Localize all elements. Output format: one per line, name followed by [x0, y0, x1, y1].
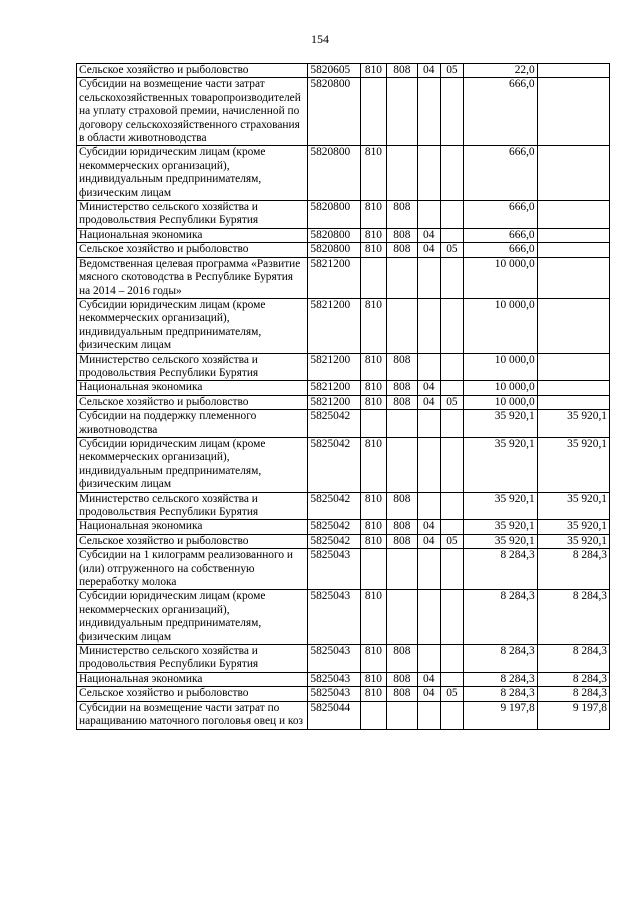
row-amount-2-cell [537, 395, 609, 409]
row-name-cell: Национальная экономика [77, 381, 308, 395]
row-ministry-cell: 810 [361, 298, 387, 353]
row-name-cell: Национальная экономика [77, 228, 308, 242]
row-department-cell [386, 257, 417, 298]
row-code-cell: 5820800 [308, 228, 361, 242]
row-department-cell: 808 [386, 381, 417, 395]
row-subsection-cell [440, 353, 464, 381]
table-row [77, 381, 610, 395]
row-amount-2-cell [537, 257, 609, 298]
row-department-cell: 808 [386, 492, 417, 520]
row-subsection-cell [440, 146, 464, 201]
row-name-cell: Субсидии на 1 килограмм реализованного и (или) отгруженного на собственную переработку молока [77, 549, 308, 590]
row-code-cell: 5820605 [308, 64, 361, 78]
row-ministry-cell: 810 [361, 437, 387, 492]
row-amount-2-cell: 35 920,1 [537, 534, 609, 548]
row-amount-1-cell: 8 284,3 [464, 549, 537, 590]
row-section-cell [417, 590, 440, 645]
row-subsection-cell [440, 78, 464, 146]
table-row [77, 687, 610, 701]
row-subsection-cell [440, 228, 464, 242]
row-code-cell: 5820800 [308, 146, 361, 201]
row-department-cell [386, 549, 417, 590]
row-ministry-cell: 810 [361, 534, 387, 548]
table-row [77, 437, 610, 492]
table-row [77, 353, 610, 381]
row-subsection-cell: 05 [440, 243, 464, 257]
row-code-cell: 5820800 [308, 78, 361, 146]
row-amount-1-cell: 666,0 [464, 201, 537, 229]
row-subsection-cell: 05 [440, 534, 464, 548]
row-section-cell [417, 353, 440, 381]
row-section-cell [417, 298, 440, 353]
row-code-cell: 5825044 [308, 701, 361, 729]
row-amount-2-cell: 8 284,3 [537, 549, 609, 590]
row-name-cell: Национальная экономика [77, 672, 308, 686]
row-amount-2-cell [537, 78, 609, 146]
row-subsection-cell: 05 [440, 64, 464, 78]
table-row [77, 201, 610, 229]
row-amount-1-cell: 10 000,0 [464, 298, 537, 353]
row-section-cell: 04 [417, 228, 440, 242]
row-section-cell [417, 78, 440, 146]
row-code-cell: 5821200 [308, 381, 361, 395]
budget-table-body [77, 64, 610, 730]
row-department-cell [386, 437, 417, 492]
row-department-cell: 808 [386, 395, 417, 409]
row-amount-2-cell [537, 64, 609, 78]
row-amount-1-cell: 8 284,3 [464, 590, 537, 645]
row-amount-1-cell: 35 920,1 [464, 437, 537, 492]
row-department-cell: 808 [386, 520, 417, 534]
row-department-cell: 808 [386, 687, 417, 701]
row-code-cell: 5820800 [308, 243, 361, 257]
row-section-cell [417, 437, 440, 492]
row-code-cell: 5825042 [308, 410, 361, 438]
row-code-cell: 5825043 [308, 687, 361, 701]
row-section-cell [417, 645, 440, 673]
row-code-cell: 5821200 [308, 298, 361, 353]
row-amount-1-cell: 666,0 [464, 78, 537, 146]
row-ministry-cell [361, 549, 387, 590]
table-row [77, 590, 610, 645]
table-row [77, 520, 610, 534]
row-section-cell: 04 [417, 672, 440, 686]
table-row [77, 64, 610, 78]
row-amount-1-cell: 666,0 [464, 243, 537, 257]
row-name-cell: Сельское хозяйство и рыболовство [77, 64, 308, 78]
row-code-cell: 5821200 [308, 257, 361, 298]
row-name-cell: Сельское хозяйство и рыболовство [77, 395, 308, 409]
row-subsection-cell [440, 520, 464, 534]
row-name-cell: Субсидии юридическим лицам (кроме некоммерческих организаций), индивидуальным предпринимателям, физическим лицам [77, 437, 308, 492]
row-subsection-cell [440, 672, 464, 686]
row-section-cell [417, 146, 440, 201]
row-subsection-cell [440, 257, 464, 298]
row-ministry-cell: 810 [361, 672, 387, 686]
row-subsection-cell [440, 410, 464, 438]
row-section-cell: 04 [417, 395, 440, 409]
table-row [77, 298, 610, 353]
row-amount-2-cell: 35 920,1 [537, 520, 609, 534]
row-subsection-cell [440, 492, 464, 520]
row-subsection-cell [440, 298, 464, 353]
row-subsection-cell [440, 645, 464, 673]
page-number: 154 [311, 32, 329, 46]
row-department-cell: 808 [386, 228, 417, 242]
row-amount-1-cell: 10 000,0 [464, 257, 537, 298]
row-amount-2-cell [537, 146, 609, 201]
row-amount-2-cell [537, 228, 609, 242]
row-code-cell: 5825042 [308, 520, 361, 534]
table-row [77, 243, 610, 257]
row-amount-2-cell [537, 298, 609, 353]
row-ministry-cell: 810 [361, 201, 387, 229]
row-section-cell [417, 201, 440, 229]
row-ministry-cell: 810 [361, 243, 387, 257]
row-ministry-cell: 810 [361, 64, 387, 78]
table-row [77, 78, 610, 146]
row-amount-2-cell: 35 920,1 [537, 410, 609, 438]
table-row [77, 549, 610, 590]
row-name-cell: Министерство сельского хозяйства и продовольствия Республики Бурятия [77, 201, 308, 229]
row-section-cell [417, 492, 440, 520]
row-section-cell: 04 [417, 534, 440, 548]
row-department-cell [386, 298, 417, 353]
row-ministry-cell: 810 [361, 381, 387, 395]
row-name-cell: Сельское хозяйство и рыболовство [77, 534, 308, 548]
row-amount-2-cell: 35 920,1 [537, 492, 609, 520]
row-amount-2-cell [537, 381, 609, 395]
row-department-cell: 808 [386, 243, 417, 257]
row-section-cell: 04 [417, 520, 440, 534]
row-department-cell: 808 [386, 645, 417, 673]
row-code-cell: 5821200 [308, 395, 361, 409]
row-name-cell: Министерство сельского хозяйства и продовольствия Республики Бурятия [77, 492, 308, 520]
row-ministry-cell [361, 78, 387, 146]
table-row [77, 146, 610, 201]
row-name-cell: Ведомственная целевая программа «Развитие мясного скотоводства в Республике Бурятия на 2014 – 2016 годы» [77, 257, 308, 298]
row-code-cell: 5825042 [308, 534, 361, 548]
row-name-cell: Субсидии юридическим лицам (кроме некоммерческих организаций), индивидуальным предпринимателям, физическим лицам [77, 590, 308, 645]
row-name-cell: Субсидии на возмещение части затрат по наращиванию маточного поголовья овец и коз [77, 701, 308, 729]
table-row [77, 395, 610, 409]
row-name-cell: Субсидии юридическим лицам (кроме некоммерческих организаций), индивидуальным предпринимателям, физическим лицам [77, 298, 308, 353]
row-section-cell [417, 257, 440, 298]
row-amount-2-cell: 35 920,1 [537, 437, 609, 492]
row-section-cell: 04 [417, 243, 440, 257]
row-subsection-cell [440, 549, 464, 590]
row-ministry-cell: 810 [361, 590, 387, 645]
table-row [77, 701, 610, 729]
row-amount-2-cell: 8 284,3 [537, 590, 609, 645]
row-ministry-cell [361, 257, 387, 298]
row-amount-2-cell [537, 201, 609, 229]
row-department-cell: 808 [386, 353, 417, 381]
row-department-cell: 808 [386, 201, 417, 229]
row-code-cell: 5825043 [308, 590, 361, 645]
row-department-cell: 808 [386, 534, 417, 548]
row-ministry-cell: 810 [361, 228, 387, 242]
row-section-cell: 04 [417, 381, 440, 395]
row-amount-2-cell [537, 243, 609, 257]
row-amount-1-cell: 666,0 [464, 228, 537, 242]
row-name-cell: Министерство сельского хозяйства и продовольствия Республики Бурятия [77, 645, 308, 673]
row-amount-2-cell: 8 284,3 [537, 687, 609, 701]
row-code-cell: 5825043 [308, 549, 361, 590]
row-ministry-cell: 810 [361, 492, 387, 520]
row-section-cell [417, 410, 440, 438]
row-code-cell: 5825042 [308, 437, 361, 492]
row-department-cell [386, 590, 417, 645]
row-ministry-cell: 810 [361, 687, 387, 701]
row-amount-2-cell: 8 284,3 [537, 645, 609, 673]
row-amount-2-cell [537, 353, 609, 381]
row-amount-2-cell: 9 197,8 [537, 701, 609, 729]
row-code-cell: 5825043 [308, 645, 361, 673]
row-amount-1-cell: 22,0 [464, 64, 537, 78]
row-amount-1-cell: 8 284,3 [464, 672, 537, 686]
row-code-cell: 5825042 [308, 492, 361, 520]
row-amount-1-cell: 10 000,0 [464, 381, 537, 395]
row-subsection-cell: 05 [440, 687, 464, 701]
row-amount-1-cell: 35 920,1 [464, 520, 537, 534]
row-ministry-cell [361, 410, 387, 438]
table-row [77, 257, 610, 298]
row-department-cell [386, 78, 417, 146]
row-name-cell: Сельское хозяйство и рыболовство [77, 243, 308, 257]
row-name-cell: Сельское хозяйство и рыболовство [77, 687, 308, 701]
row-code-cell: 5821200 [308, 353, 361, 381]
row-ministry-cell: 810 [361, 146, 387, 201]
row-department-cell [386, 701, 417, 729]
row-amount-1-cell: 8 284,3 [464, 645, 537, 673]
row-amount-1-cell: 10 000,0 [464, 353, 537, 381]
row-ministry-cell: 810 [361, 353, 387, 381]
row-amount-1-cell: 9 197,8 [464, 701, 537, 729]
table-row [77, 645, 610, 673]
table-row [77, 492, 610, 520]
row-amount-2-cell: 8 284,3 [537, 672, 609, 686]
row-name-cell: Субсидии на возмещение части затрат сельскохозяйственных товаропроизводителей на уплату страховой премии, начисленной по договору сельскохозяйственного страхования в области животноводства [77, 78, 308, 146]
row-name-cell: Субсидии юридическим лицам (кроме некоммерческих организаций), индивидуальным предпринимателям, физическим лицам [77, 146, 308, 201]
row-code-cell: 5825043 [308, 672, 361, 686]
row-amount-1-cell: 35 920,1 [464, 492, 537, 520]
row-section-cell: 04 [417, 64, 440, 78]
row-name-cell: Национальная экономика [77, 520, 308, 534]
row-department-cell: 808 [386, 64, 417, 78]
row-department-cell [386, 146, 417, 201]
row-amount-1-cell: 35 920,1 [464, 534, 537, 548]
row-code-cell: 5820800 [308, 201, 361, 229]
row-subsection-cell [440, 437, 464, 492]
table-row [77, 534, 610, 548]
table-row [77, 672, 610, 686]
table-row [77, 410, 610, 438]
table-row [77, 228, 610, 242]
row-amount-1-cell: 8 284,3 [464, 687, 537, 701]
row-name-cell: Субсидии на поддержку племенного животноводства [77, 410, 308, 438]
row-subsection-cell: 05 [440, 395, 464, 409]
row-ministry-cell: 810 [361, 395, 387, 409]
row-department-cell: 808 [386, 672, 417, 686]
row-department-cell [386, 410, 417, 438]
row-amount-1-cell: 35 920,1 [464, 410, 537, 438]
row-ministry-cell [361, 701, 387, 729]
budget-table [76, 63, 610, 730]
row-ministry-cell: 810 [361, 645, 387, 673]
row-section-cell [417, 549, 440, 590]
row-name-cell: Министерство сельского хозяйства и продовольствия Республики Бурятия [77, 353, 308, 381]
row-amount-1-cell: 10 000,0 [464, 395, 537, 409]
row-amount-1-cell: 666,0 [464, 146, 537, 201]
row-section-cell [417, 701, 440, 729]
row-subsection-cell [440, 590, 464, 645]
row-section-cell: 04 [417, 687, 440, 701]
row-subsection-cell [440, 381, 464, 395]
row-subsection-cell [440, 701, 464, 729]
row-subsection-cell [440, 201, 464, 229]
row-ministry-cell: 810 [361, 520, 387, 534]
